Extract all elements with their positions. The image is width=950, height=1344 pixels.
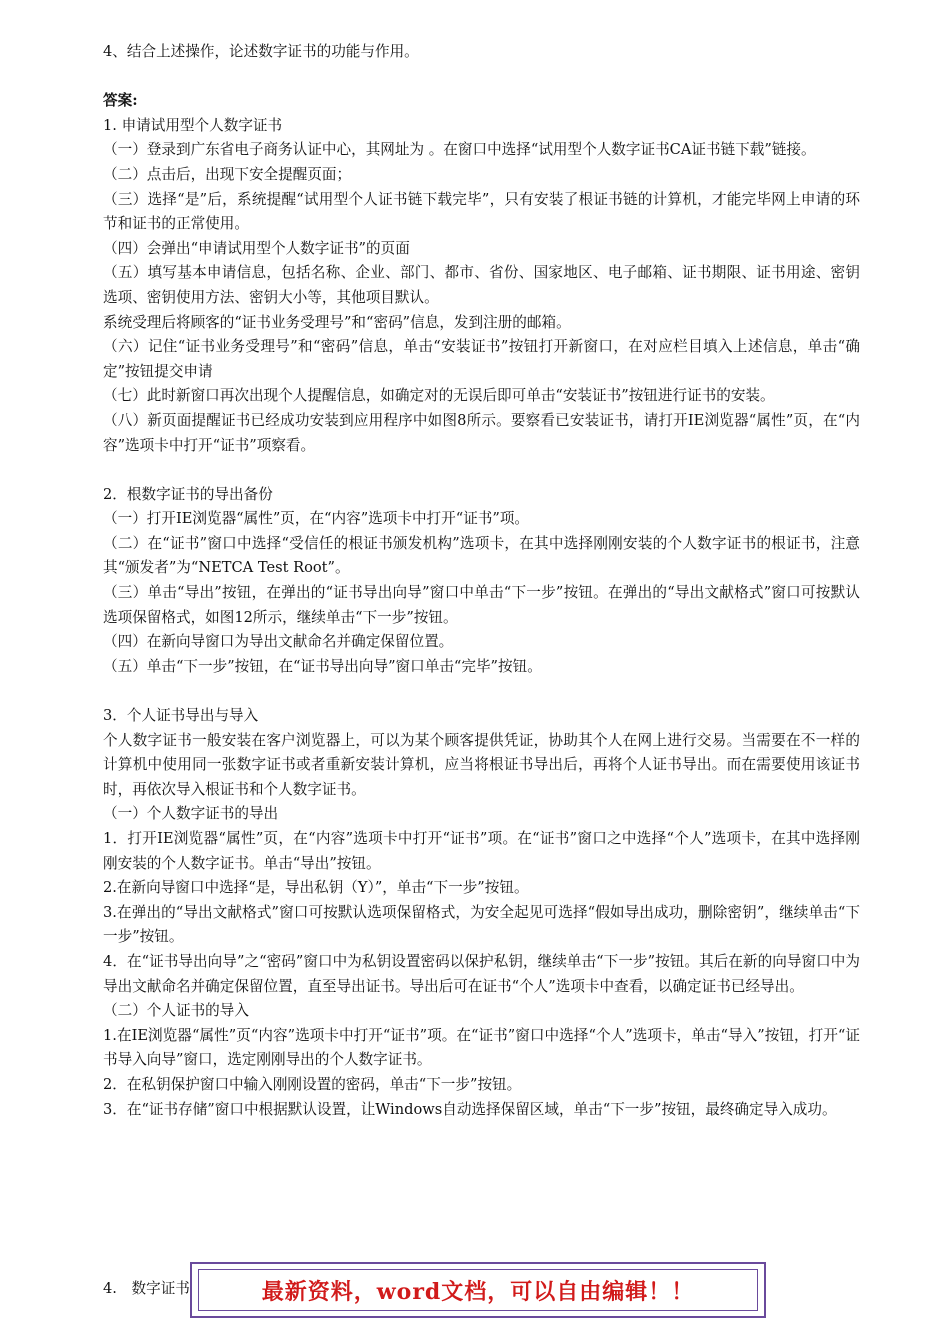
- s2-step-1: （一）打开IE浏览器“属性”页，在“内容”选项卡中打开“证书”项。: [103, 510, 530, 528]
- s1-step-1: （一）登录到广东省电子商务认证中心，其网址为 。在窗口中选择“试用型个人数字证书CA证书链下载”链接。: [103, 141, 816, 159]
- spacer: [103, 65, 860, 90]
- document-body: [103, 40, 860, 1122]
- section-3-title: 3．个人证书导出与导入: [103, 707, 259, 725]
- s3-export-step-3: 3.在弹出的“导出文献格式”窗口可按默认选项保留格式，为安全起见可选择“假如导出成功，删除密钥”，继续单击“下一步”按钮。: [103, 903, 860, 946]
- s3-import-step-2: 2．在私钥保护窗口中输入刚刚设置的密码，单击“下一步”按钮。: [103, 1075, 522, 1093]
- s2-step-2: （二）在“证书”窗口中选择“受信任的根证书颁发机构”选项卡，在其中选择刚刚安装的个人数字证书的根证书，注意其“颁发者”为“NETCA Test Root”。: [103, 534, 860, 577]
- s1-step-4: （四）会弹出“申请试用型个人数字证书”的页面: [103, 239, 410, 257]
- s3-export-step-4: 4．在“证书导出向导”之“密码”窗口中为私钥设置密码以保护私钥，继续单击“下一步”按钮。其后在新的向导窗口中为导出文献命名并确定保留位置，直至导出证书。导出后可在证书“个人”选项卡中查看，以确定证书已经导出。: [103, 952, 860, 995]
- s2-step-4: （四）在新向导窗口为导出文献命名并确定保留位置。: [103, 633, 454, 651]
- s2-step-3: （三）单击“导出”按钮，在弹出的“证书导出向导”窗口中单击“下一步”按钮。在弹出的“导出文献格式”窗口可按默认选项保留格式，如图12所示，继续单击“下一步”按钮。: [103, 584, 860, 626]
- s1-step-8: （八）新页面提醒证书已经成功安装到应用程序中如图8所示。要察看已安装证书，请打开IE浏览器“属性”页，在“内容”选项卡中打开“证书”项察看。: [103, 411, 860, 454]
- spacer: [103, 458, 860, 483]
- s3-export-step-2: 2.在新向导窗口中选择“是，导出私钥（Y）”，单击“下一步”按钮。: [103, 879, 529, 897]
- question-4: 4、结合上述操作，论述数字证书的功能与作用。: [103, 43, 419, 60]
- s1-step-5-note: 系统受理后将顾客的“证书业务受理号”和“密码”信息，发到注册的邮箱。: [103, 313, 571, 331]
- s3-export-step-1: 1．打开IE浏览器“属性”页，在“内容”选项卡中打开“证书”项。在“证书”窗口之中选择“个人”选项卡，在其中选择刚刚安装的个人数字证书。单击“导出”按钮。: [103, 830, 860, 872]
- s3-import-step-1: 1.在IE浏览器“属性”页“内容”选项卡中打开“证书”项。在“证书”窗口中选择“个人”选项卡，单击“导入”按钮，打开“证书导入向导”窗口，选定刚刚导出的个人数字证书。: [103, 1026, 860, 1069]
- s1-step-2: （二）点击后，出现下安全提醒页面；: [103, 165, 352, 183]
- s1-step-3: （三）选择“是”后，系统提醒“试用型个人证书链下载完毕”，只有安装了根证书链的计算机，才能完毕网上申请的环节和证书的正常使用。: [103, 190, 860, 233]
- s1-step-6: （六）记住“证书业务受理号”和“密码”信息，单击“安装证书”按钮打开新窗口，在对应栏目填入上述信息，单击“确定”按钮提交申请: [103, 338, 860, 380]
- banner-text: 最新资料，word文档，可以自由编辑！！: [261, 1278, 695, 1305]
- s2-step-5: （五）单击“下一步”按钮，在“证书导出向导”窗口单击“完毕”按钮。: [103, 657, 542, 675]
- s1-step-5: （五）填写基本申请信息，包括名称、企业、部门、都市、省份、国家地区、电子邮箱、证书期限、证书用途、密钥选项、密钥使用方法、密钥大小等，其他项目默认。: [103, 264, 860, 306]
- section-4-title: 4. 数字证书: [103, 1280, 190, 1297]
- s3-subsection-import: （二）个人证书的导入: [103, 1002, 249, 1020]
- banner-inner-border: [198, 1269, 758, 1311]
- answer-label: 答案:: [103, 92, 138, 110]
- spacer: [103, 679, 860, 704]
- s3-intro: 个人数字证书一般安装在客户浏览器上，可以为某个顾客提供凭证，协助其个人在网上进行交易。当需要在不一样的计算机中使用同一张数字证书或者重新安装计算机，应当将根证书导出后，再将个人证书导出。而在需要使用该证书时，再依次导入根证书和个人数字证书。: [103, 731, 860, 798]
- s3-subsection-export: （一）个人数字证书的导出: [103, 805, 279, 823]
- editable-notice-banner: [190, 1262, 766, 1318]
- s1-step-7: （七）此时新窗口再次出现个人提醒信息，如确定对的无误后即可单击“安装证书”按钮进行证书的安装。: [103, 387, 775, 405]
- s3-import-step-3: 3．在“证书存储”窗口中根据默认设置，让Windows自动选择保留区域，单击“下一步”按钮，最终确定导入成功。: [103, 1100, 837, 1118]
- section-1-title: 1. 申请试用型个人数字证书: [103, 116, 283, 134]
- section-2-title: 2．根数字证书的导出备份: [103, 485, 273, 503]
